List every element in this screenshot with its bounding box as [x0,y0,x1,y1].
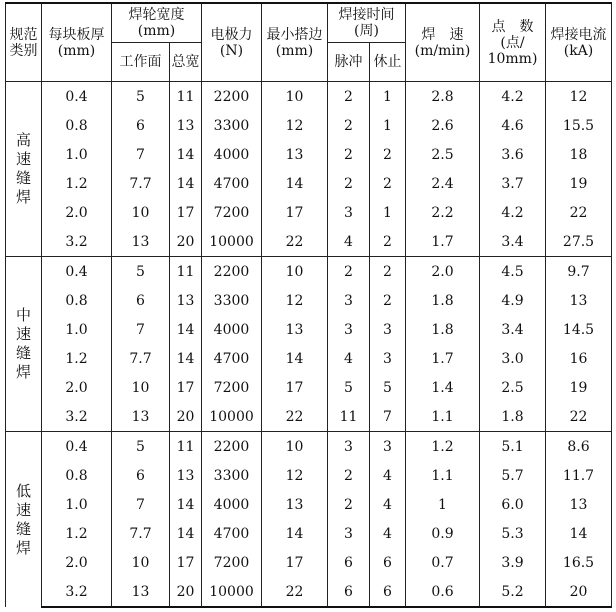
cell-wheel-work-face: 7.7 [112,169,170,198]
cell-pulse: 2 [328,461,370,490]
cell-min-overlap: 22 [262,402,328,432]
cell-points: 6.0 [480,490,546,519]
cell-thickness: 0.4 [42,82,112,112]
cell-rest: 2 [370,227,406,257]
cell-min-overlap: 22 [262,577,328,607]
cell-electrode-force: 3300 [202,461,262,490]
cell-weld-current: 14.5 [546,315,612,344]
cell-pulse: 2 [328,82,370,112]
cell-weld-current: 8.6 [546,432,612,462]
table-row [6,140,612,169]
cell-points: 4.9 [480,286,546,315]
table-row [6,577,612,607]
cell-thickness: 0.4 [42,432,112,462]
cell-rest: 1 [370,198,406,227]
header-min-overlap: 最小搭边 (mm) [262,3,328,82]
cell-thickness: 1.0 [42,140,112,169]
cell-wheel-total-width: 14 [170,140,202,169]
cell-thickness: 3.2 [42,577,112,607]
cell-thickness: 0.4 [42,257,112,287]
cell-points: 5.1 [480,432,546,462]
cell-min-overlap: 13 [262,490,328,519]
cell-weld-speed: 1.7 [406,227,480,257]
cell-pulse: 2 [328,111,370,140]
header-category: 规范 类别 [6,3,42,82]
cell-wheel-total-width: 14 [170,169,202,198]
cell-electrode-force: 2200 [202,257,262,287]
cell-weld-current: 16 [546,344,612,373]
cell-weld-current: 19 [546,169,612,198]
table-row [6,432,612,462]
table-body [6,82,612,608]
cell-min-overlap: 12 [262,286,328,315]
cell-wheel-work-face: 6 [112,286,170,315]
cell-weld-current: 18 [546,140,612,169]
table-row [6,198,612,227]
table-row [6,169,612,198]
cell-weld-current: 13 [546,286,612,315]
cell-weld-speed: 1.1 [406,461,480,490]
cell-min-overlap: 10 [262,257,328,287]
cell-weld-current: 20 [546,577,612,607]
cell-points: 3.4 [480,315,546,344]
cell-pulse: 6 [328,577,370,607]
cell-wheel-work-face: 5 [112,257,170,287]
cell-min-overlap: 22 [262,227,328,257]
cell-wheel-work-face: 10 [112,548,170,577]
table-row [6,286,612,315]
cell-min-overlap: 10 [262,82,328,112]
cell-weld-current: 15.5 [546,111,612,140]
cell-thickness: 3.2 [42,402,112,432]
cell-weld-speed: 0.7 [406,548,480,577]
cell-weld-speed: 1.2 [406,432,480,462]
cell-thickness: 0.8 [42,111,112,140]
cell-weld-speed: 1.8 [406,315,480,344]
cell-weld-current: 9.7 [546,257,612,287]
cell-wheel-total-width: 17 [170,373,202,402]
cell-weld-speed: 1.4 [406,373,480,402]
cell-electrode-force: 4700 [202,344,262,373]
cell-electrode-force: 10000 [202,402,262,432]
cell-thickness: 1.0 [42,490,112,519]
cell-thickness: 0.8 [42,461,112,490]
cell-wheel-work-face: 7 [112,140,170,169]
cell-rest: 3 [370,432,406,462]
cell-rest: 3 [370,315,406,344]
cell-min-overlap: 17 [262,198,328,227]
cell-pulse: 2 [328,490,370,519]
cell-wheel-total-width: 14 [170,344,202,373]
table-row [6,548,612,577]
cell-rest: 5 [370,373,406,402]
cell-rest: 4 [370,519,406,548]
cell-rest: 4 [370,490,406,519]
cell-wheel-total-width: 20 [170,402,202,432]
cell-pulse: 4 [328,227,370,257]
cell-weld-current: 19 [546,373,612,402]
cell-thickness: 1.2 [42,519,112,548]
cell-pulse: 11 [328,402,370,432]
cell-points: 5.2 [480,577,546,607]
cell-points: 1.8 [480,402,546,432]
cell-thickness: 2.0 [42,548,112,577]
cell-wheel-work-face: 7.7 [112,344,170,373]
table-row [6,227,612,257]
cell-wheel-total-width: 13 [170,111,202,140]
cell-electrode-force: 7200 [202,548,262,577]
cell-thickness: 3.2 [42,227,112,257]
cell-weld-speed: 1.8 [406,286,480,315]
cell-pulse: 6 [328,548,370,577]
cell-electrode-force: 4000 [202,140,262,169]
cell-points: 3.6 [480,140,546,169]
cell-min-overlap: 13 [262,315,328,344]
cell-weld-speed: 1.1 [406,402,480,432]
cell-weld-current: 16.5 [546,548,612,577]
cell-min-overlap: 14 [262,169,328,198]
table-container [5,2,611,608]
cell-thickness: 2.0 [42,373,112,402]
cell-points: 3.4 [480,227,546,257]
cell-wheel-total-width: 14 [170,315,202,344]
cell-weld-current: 13 [546,490,612,519]
cell-weld-current: 11.7 [546,461,612,490]
cell-weld-speed: 1.7 [406,344,480,373]
cell-pulse: 3 [328,198,370,227]
table-row [6,490,612,519]
header-thickness: 每块板厚 (mm) [42,3,112,82]
cell-rest: 2 [370,286,406,315]
cell-rest: 4 [370,461,406,490]
cell-points: 3.7 [480,169,546,198]
cell-points: 4.5 [480,257,546,287]
cell-pulse: 5 [328,373,370,402]
cell-points: 5.3 [480,519,546,548]
cell-wheel-total-width: 20 [170,227,202,257]
cell-wheel-work-face: 5 [112,432,170,462]
cell-rest: 2 [370,140,406,169]
cell-weld-current: 12 [546,82,612,112]
cell-electrode-force: 7200 [202,198,262,227]
cell-rest: 3 [370,344,406,373]
table-row [6,519,612,548]
cell-wheel-total-width: 11 [170,432,202,462]
cell-points: 3.0 [480,344,546,373]
category-cell [6,82,42,257]
cell-pulse: 2 [328,169,370,198]
cell-wheel-work-face: 5 [112,82,170,112]
cell-points: 4.6 [480,111,546,140]
cell-weld-speed: 2.5 [406,140,480,169]
cell-electrode-force: 2200 [202,432,262,462]
cell-points: 5.7 [480,461,546,490]
cell-electrode-force: 10000 [202,227,262,257]
cell-wheel-work-face: 7 [112,490,170,519]
cell-points: 2.5 [480,373,546,402]
cell-pulse: 4 [328,344,370,373]
cell-wheel-work-face: 13 [112,227,170,257]
cell-thickness: 1.0 [42,315,112,344]
cell-electrode-force: 3300 [202,286,262,315]
cell-wheel-total-width: 13 [170,286,202,315]
cell-rest: 2 [370,169,406,198]
header-wheel-work-face: 工作面 [112,43,170,82]
cell-wheel-work-face: 10 [112,373,170,402]
cell-electrode-force: 4000 [202,490,262,519]
cell-wheel-total-width: 14 [170,490,202,519]
header-weld-speed: 焊 速 (m/min) [406,3,480,82]
cell-wheel-work-face: 6 [112,111,170,140]
cell-thickness: 1.2 [42,169,112,198]
table-row [6,461,612,490]
cell-weld-speed: 2.2 [406,198,480,227]
cell-electrode-force: 4700 [202,519,262,548]
cell-weld-speed: 0.9 [406,519,480,548]
header-wheel-width: 焊轮宽度 (mm) [112,3,202,43]
cell-min-overlap: 12 [262,461,328,490]
cell-wheel-work-face: 7 [112,315,170,344]
cell-electrode-force: 10000 [202,577,262,607]
cell-weld-speed: 1 [406,490,480,519]
cell-wheel-total-width: 11 [170,82,202,112]
header-points: 点 数 (点/ 10mm) [480,3,546,82]
table-row [6,344,612,373]
cell-wheel-total-width: 14 [170,519,202,548]
cell-weld-current: 22 [546,402,612,432]
cell-rest: 1 [370,111,406,140]
header-wheel-total-width: 总宽 [170,43,202,82]
cell-min-overlap: 14 [262,519,328,548]
table-header [6,3,612,82]
cell-min-overlap: 14 [262,344,328,373]
cell-wheel-work-face: 10 [112,198,170,227]
cell-weld-current: 14 [546,519,612,548]
cell-wheel-work-face: 13 [112,577,170,607]
cell-weld-current: 27.5 [546,227,612,257]
cell-pulse: 3 [328,286,370,315]
cell-electrode-force: 4000 [202,315,262,344]
cell-points: 3.9 [480,548,546,577]
cell-thickness: 0.8 [42,286,112,315]
cell-electrode-force: 7200 [202,373,262,402]
cell-rest: 7 [370,402,406,432]
cell-wheel-work-face: 6 [112,461,170,490]
cell-points: 4.2 [480,198,546,227]
table-row [6,402,612,432]
header-weld-time: 焊接时间 (周) [328,3,406,43]
cell-wheel-total-width: 11 [170,257,202,287]
header-rest: 休止 [370,43,406,82]
category-label: 低速缝焊 [15,481,31,557]
cell-thickness: 2.0 [42,198,112,227]
category-label: 高速缝焊 [15,131,31,206]
cell-min-overlap: 12 [262,111,328,140]
cell-rest: 6 [370,548,406,577]
cell-wheel-total-width: 20 [170,577,202,607]
cell-pulse: 2 [328,257,370,287]
cell-weld-current: 22 [546,198,612,227]
cell-wheel-work-face: 13 [112,402,170,432]
cell-weld-speed: 0.6 [406,577,480,607]
cell-wheel-total-width: 17 [170,198,202,227]
seam-welding-parameter-table [5,2,612,608]
cell-rest: 6 [370,577,406,607]
header-weld-current: 焊接电流 (kA) [546,3,612,82]
cell-pulse: 3 [328,432,370,462]
cell-weld-speed: 2.0 [406,257,480,287]
category-label: 中速缝焊 [15,306,31,381]
header-electrode-force: 电极力 (N) [202,3,262,82]
cell-pulse: 2 [328,140,370,169]
header-pulse: 脉冲 [328,43,370,82]
table-row [6,111,612,140]
table-row [6,373,612,402]
cell-electrode-force: 3300 [202,111,262,140]
cell-pulse: 3 [328,315,370,344]
table-row [6,257,612,287]
cell-points: 4.2 [480,82,546,112]
cell-thickness: 1.2 [42,344,112,373]
cell-min-overlap: 17 [262,548,328,577]
cell-weld-speed: 2.6 [406,111,480,140]
cell-wheel-total-width: 17 [170,548,202,577]
table-row [6,315,612,344]
cell-min-overlap: 13 [262,140,328,169]
category-cell [6,432,42,608]
cell-rest: 2 [370,257,406,287]
category-cell [6,257,42,432]
table-row [6,82,612,112]
cell-wheel-total-width: 13 [170,461,202,490]
cell-wheel-work-face: 7.7 [112,519,170,548]
cell-pulse: 3 [328,519,370,548]
cell-rest: 1 [370,82,406,112]
cell-electrode-force: 4700 [202,169,262,198]
cell-weld-speed: 2.4 [406,169,480,198]
cell-electrode-force: 2200 [202,82,262,112]
cell-min-overlap: 17 [262,373,328,402]
cell-weld-speed: 2.8 [406,82,480,112]
cell-min-overlap: 10 [262,432,328,462]
